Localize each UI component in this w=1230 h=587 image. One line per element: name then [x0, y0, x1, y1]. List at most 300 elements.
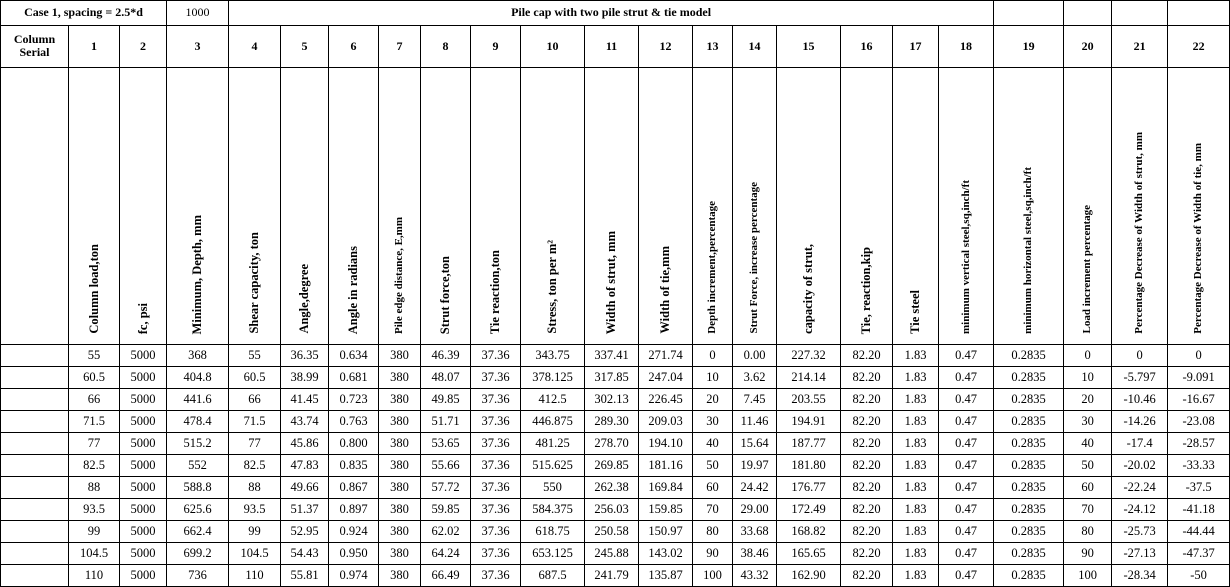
cell: 82.20 [841, 477, 893, 499]
cell: 0.2835 [994, 521, 1064, 543]
cell: 37.36 [471, 543, 521, 565]
cell: 64.24 [421, 543, 471, 565]
cell: 37.36 [471, 345, 521, 367]
cell: 441.6 [167, 389, 229, 411]
cell: 59.85 [421, 499, 471, 521]
cell: 70 [693, 499, 733, 521]
col-num-11: 11 [585, 25, 639, 67]
cell: 209.03 [639, 411, 693, 433]
vhead-label-6: Angle in radians [346, 245, 361, 334]
serial-row [1, 25, 1230, 67]
cell: 47.83 [281, 455, 329, 477]
cell: 93.5 [229, 499, 281, 521]
row-label-7 [1, 477, 69, 499]
cell: -25.73 [1112, 521, 1168, 543]
row-label-9 [1, 521, 69, 543]
col-num-2: 2 [120, 25, 167, 67]
cell: 90 [1064, 543, 1112, 565]
vhead-label-12: Width of tie,mm [658, 246, 673, 334]
col-num-3: 3 [167, 25, 229, 67]
cell: 0.2835 [994, 367, 1064, 389]
cell: -22.24 [1112, 477, 1168, 499]
cell: 159.85 [639, 499, 693, 521]
col-num-20: 20 [1064, 25, 1112, 67]
cell: 0.924 [329, 521, 379, 543]
cell: 37.36 [471, 367, 521, 389]
vhead-label-18: minimum vertical steel,sq,inch/ft [959, 180, 972, 334]
cell: 214.14 [777, 367, 841, 389]
cell: 262.38 [585, 477, 639, 499]
cell: 0.47 [939, 433, 994, 455]
cell: 618.75 [521, 521, 585, 543]
vhead-label-14: Strut Force, increase percentage [748, 182, 760, 334]
cell: -28.34 [1112, 565, 1168, 587]
cell: 0.47 [939, 411, 994, 433]
cell: 60 [693, 477, 733, 499]
cell: 37.36 [471, 499, 521, 521]
cell: 0.681 [329, 367, 379, 389]
cell: 0.835 [329, 455, 379, 477]
title-blank-3 [1112, 1, 1168, 26]
cell: 37.36 [471, 565, 521, 587]
cell: 50 [1064, 455, 1112, 477]
cell: 30 [693, 411, 733, 433]
cell: 378.125 [521, 367, 585, 389]
cell: 343.75 [521, 345, 585, 367]
cell: 1.83 [893, 411, 939, 433]
vhead-col-14 [733, 68, 777, 345]
cell: 0.974 [329, 565, 379, 587]
cell: 241.79 [585, 565, 639, 587]
cell: -44.44 [1168, 521, 1230, 543]
cell: 5000 [120, 565, 167, 587]
cell: 0 [1168, 345, 1230, 367]
cell: 0.47 [939, 367, 994, 389]
cell: 404.8 [167, 367, 229, 389]
cell: -28.57 [1168, 433, 1230, 455]
vhead-col-15 [777, 68, 841, 345]
col-num-14: 14 [733, 25, 777, 67]
row-label-3 [1, 389, 69, 411]
cell: 584.375 [521, 499, 585, 521]
col-num-12: 12 [639, 25, 693, 67]
vhead-col-13 [693, 68, 733, 345]
cell: -16.67 [1168, 389, 1230, 411]
cell: 40 [1064, 433, 1112, 455]
cell: 278.70 [585, 433, 639, 455]
cell: 50 [693, 455, 733, 477]
cell: 269.85 [585, 455, 639, 477]
cell: 203.55 [777, 389, 841, 411]
cell: 478.4 [167, 411, 229, 433]
vhead-col-9 [471, 68, 521, 345]
table-row [1, 565, 1230, 587]
cell: 60.5 [69, 367, 120, 389]
table-title: Pile cap with two pile strut & tie model [229, 1, 994, 26]
table-row [1, 499, 1230, 521]
cell: 168.82 [777, 521, 841, 543]
cell: -20.02 [1112, 455, 1168, 477]
vhead-col-11 [585, 68, 639, 345]
col-num-19: 19 [994, 25, 1064, 67]
title-blank-2 [1064, 1, 1112, 26]
cell: 29.00 [733, 499, 777, 521]
cell: 245.88 [585, 543, 639, 565]
cell: 0.2835 [994, 455, 1064, 477]
cell: 104.5 [69, 543, 120, 565]
cell: 302.13 [585, 389, 639, 411]
row-label-10 [1, 543, 69, 565]
cell: 176.77 [777, 477, 841, 499]
col-num-13: 13 [693, 25, 733, 67]
col-num-4: 4 [229, 25, 281, 67]
cell: 10 [1064, 367, 1112, 389]
cell: 77 [229, 433, 281, 455]
cell: 82.20 [841, 345, 893, 367]
cell: 226.45 [639, 389, 693, 411]
cell: 82.20 [841, 499, 893, 521]
cell: 0 [693, 345, 733, 367]
col-num-8: 8 [421, 25, 471, 67]
cell: 662.4 [167, 521, 229, 543]
cell: 110 [69, 565, 120, 587]
cell: 0.2835 [994, 345, 1064, 367]
cell: 40 [693, 433, 733, 455]
fc-value: 1000 [167, 1, 229, 26]
cell: 24.42 [733, 477, 777, 499]
cell: 1.83 [893, 521, 939, 543]
vhead-col-21 [1112, 68, 1168, 345]
cell: 5000 [120, 433, 167, 455]
row-label-5 [1, 433, 69, 455]
cell: 380 [379, 543, 421, 565]
cell: 77 [69, 433, 120, 455]
vhead-label-22: Percentage Decrease of Width of tie, mm [1192, 143, 1205, 334]
vhead-label-16: Tie, reaction,kip [859, 246, 874, 334]
col-num-6: 6 [329, 25, 379, 67]
cell: 49.66 [281, 477, 329, 499]
cell: 37.36 [471, 477, 521, 499]
cell: 5000 [120, 367, 167, 389]
vhead-col-19 [994, 68, 1064, 345]
cell: 37.36 [471, 389, 521, 411]
cell: 37.36 [471, 411, 521, 433]
cell: 1.83 [893, 477, 939, 499]
cell: 104.5 [229, 543, 281, 565]
cell: 100 [693, 565, 733, 587]
cell: 380 [379, 411, 421, 433]
cell: 93.5 [69, 499, 120, 521]
title-row [1, 1, 1230, 26]
column-serial-header [1, 25, 69, 67]
cell: 90 [693, 543, 733, 565]
cell: 588.8 [167, 477, 229, 499]
col-num-5: 5 [281, 25, 329, 67]
cell: -37.5 [1168, 477, 1230, 499]
cell: 380 [379, 565, 421, 587]
vhead-blank [1, 68, 69, 345]
vhead-label-9: Tie reaction,ton [488, 249, 503, 334]
cell: 55 [229, 345, 281, 367]
vhead-label-13: Depth increment,percentage [706, 201, 718, 334]
column-serial-line1: Column [13, 32, 56, 47]
cell: 380 [379, 477, 421, 499]
cell: 1.83 [893, 345, 939, 367]
cell: 181.16 [639, 455, 693, 477]
cell: 43.32 [733, 565, 777, 587]
cell: 99 [229, 521, 281, 543]
cell: 80 [1064, 521, 1112, 543]
vhead-col-17 [893, 68, 939, 345]
cell: 110 [229, 565, 281, 587]
cell: 0.723 [329, 389, 379, 411]
cell: -14.26 [1112, 411, 1168, 433]
cell: 0 [1112, 345, 1168, 367]
vhead-label-8: Strut force,ton [438, 255, 453, 334]
cell: -47.37 [1168, 543, 1230, 565]
vhead-label-17: Tie steel [908, 290, 923, 334]
col-num-17: 17 [893, 25, 939, 67]
cell: 653.125 [521, 543, 585, 565]
cell: 55.81 [281, 565, 329, 587]
vhead-label-10: Stress, ton per m² [545, 240, 560, 334]
cell: 52.95 [281, 521, 329, 543]
cell: 20 [1064, 389, 1112, 411]
vhead-col-7 [379, 68, 421, 345]
cell: 736 [167, 565, 229, 587]
cell: 0.00 [733, 345, 777, 367]
title-blank-4 [1168, 1, 1230, 26]
cell: 0.47 [939, 345, 994, 367]
vhead-label-21: Percentage Decrease of Width of strut, mm [1133, 132, 1146, 334]
column-serial-line2: Serial [19, 45, 50, 60]
cell: 0.897 [329, 499, 379, 521]
cell: 0.2835 [994, 499, 1064, 521]
cell: 0.634 [329, 345, 379, 367]
vhead-label-3: Minimum, Depth, mm [190, 214, 205, 334]
cell: -24.12 [1112, 499, 1168, 521]
vhead-col-8 [421, 68, 471, 345]
table-row [1, 477, 1230, 499]
cell: 7.45 [733, 389, 777, 411]
col-num-18: 18 [939, 25, 994, 67]
cell: 88 [229, 477, 281, 499]
cell: 45.86 [281, 433, 329, 455]
cell: 5000 [120, 477, 167, 499]
cell: 19.97 [733, 455, 777, 477]
col-num-22: 22 [1168, 25, 1230, 67]
cell: 194.91 [777, 411, 841, 433]
cell: 5000 [120, 411, 167, 433]
vhead-col-10 [521, 68, 585, 345]
cell: 515.2 [167, 433, 229, 455]
cell: 82.20 [841, 367, 893, 389]
cell: 337.41 [585, 345, 639, 367]
cell: 82.20 [841, 433, 893, 455]
cell: 66 [69, 389, 120, 411]
cell: 38.46 [733, 543, 777, 565]
cell: 165.65 [777, 543, 841, 565]
vhead-col-6 [329, 68, 379, 345]
cell: 5000 [120, 345, 167, 367]
cell: 70 [1064, 499, 1112, 521]
table-row [1, 455, 1230, 477]
cell: 82.20 [841, 411, 893, 433]
vhead-col-2 [120, 68, 167, 345]
cell: 37.36 [471, 455, 521, 477]
cell: 82.20 [841, 389, 893, 411]
cell: 0.2835 [994, 477, 1064, 499]
cell: -10.46 [1112, 389, 1168, 411]
cell: 10 [693, 367, 733, 389]
cell: 1.83 [893, 389, 939, 411]
vertical-header-row [1, 68, 1230, 345]
cell: 62.02 [421, 521, 471, 543]
cell: 82.20 [841, 521, 893, 543]
cell: 1.83 [893, 367, 939, 389]
cell: 0.47 [939, 565, 994, 587]
vhead-col-22 [1168, 68, 1230, 345]
vhead-label-5: Angle,degree [297, 264, 312, 334]
cell: 687.5 [521, 565, 585, 587]
cell: 625.6 [167, 499, 229, 521]
cell: 5000 [120, 389, 167, 411]
cell: 36.35 [281, 345, 329, 367]
cell: 1.83 [893, 433, 939, 455]
cell: 46.39 [421, 345, 471, 367]
cell: 0.2835 [994, 543, 1064, 565]
cell: 20 [693, 389, 733, 411]
cell: 0.950 [329, 543, 379, 565]
cell: 49.85 [421, 389, 471, 411]
cell: 5000 [120, 455, 167, 477]
cell: 0.2835 [994, 433, 1064, 455]
vhead-col-12 [639, 68, 693, 345]
cell: 172.49 [777, 499, 841, 521]
cell: 481.25 [521, 433, 585, 455]
cell: 0.47 [939, 543, 994, 565]
cell: 289.30 [585, 411, 639, 433]
cell: 380 [379, 345, 421, 367]
vhead-col-5 [281, 68, 329, 345]
cell: 5000 [120, 543, 167, 565]
cell: 41.45 [281, 389, 329, 411]
cell: 60 [1064, 477, 1112, 499]
cell: 227.32 [777, 345, 841, 367]
cell: 37.36 [471, 521, 521, 543]
cell: 1.83 [893, 543, 939, 565]
cell: 380 [379, 455, 421, 477]
cell: 0.47 [939, 455, 994, 477]
vhead-label-1: Column load,ton [86, 244, 101, 334]
cell: 250.58 [585, 521, 639, 543]
cell: 15.64 [733, 433, 777, 455]
col-num-21: 21 [1112, 25, 1168, 67]
cell: 550 [521, 477, 585, 499]
cell: 38.99 [281, 367, 329, 389]
cell: 48.07 [421, 367, 471, 389]
cell: 71.5 [229, 411, 281, 433]
vhead-col-20 [1064, 68, 1112, 345]
vhead-col-4 [229, 68, 281, 345]
cell: 169.84 [639, 477, 693, 499]
cell: 11.46 [733, 411, 777, 433]
cell: -5.797 [1112, 367, 1168, 389]
col-num-10: 10 [521, 25, 585, 67]
table-row [1, 433, 1230, 455]
cell: 0.2835 [994, 411, 1064, 433]
cell: 380 [379, 433, 421, 455]
cell: 51.71 [421, 411, 471, 433]
cell: 30 [1064, 411, 1112, 433]
cell: 1.83 [893, 455, 939, 477]
vhead-label-4: Shear capacity, ton [247, 232, 262, 334]
cell: 37.36 [471, 433, 521, 455]
cell: 100 [1064, 565, 1112, 587]
cell: 51.37 [281, 499, 329, 521]
cell: 0.47 [939, 499, 994, 521]
cell: 0 [1064, 345, 1112, 367]
cell: 162.90 [777, 565, 841, 587]
cell: 187.77 [777, 433, 841, 455]
col-num-15: 15 [777, 25, 841, 67]
cell: 43.74 [281, 411, 329, 433]
cell: 135.87 [639, 565, 693, 587]
vhead-label-2: fc, psi [135, 302, 150, 334]
cell: 515.625 [521, 455, 585, 477]
cell: 66 [229, 389, 281, 411]
vhead-label-7: Pile edge distance, E,mm [393, 216, 405, 334]
cell: 0.2835 [994, 565, 1064, 587]
cell: 60.5 [229, 367, 281, 389]
cell: -50 [1168, 565, 1230, 587]
cell: 380 [379, 521, 421, 543]
vhead-label-11: Width of strut, mm [604, 230, 619, 334]
cell: 82.5 [69, 455, 120, 477]
cell: 55 [69, 345, 120, 367]
vhead-label-19: minimum horizontal steel,sq,inch/ft [1022, 167, 1035, 334]
case-label: Case 1, spacing = 2.5*d [1, 1, 167, 26]
table-row [1, 521, 1230, 543]
cell: 317.85 [585, 367, 639, 389]
cell: 80 [693, 521, 733, 543]
cell: 82.5 [229, 455, 281, 477]
cell: 0.47 [939, 389, 994, 411]
table-row [1, 543, 1230, 565]
cell: 55.66 [421, 455, 471, 477]
row-label-11 [1, 565, 69, 587]
vhead-label-15: capacity of strut, [801, 244, 816, 334]
row-label-8 [1, 499, 69, 521]
cell: 5000 [120, 499, 167, 521]
row-label-6 [1, 455, 69, 477]
col-num-16: 16 [841, 25, 893, 67]
cell: 54.43 [281, 543, 329, 565]
cell: 88 [69, 477, 120, 499]
vhead-label-20: Load increment percentage [1081, 205, 1094, 334]
cell: -41.18 [1168, 499, 1230, 521]
cell: 271.74 [639, 345, 693, 367]
cell: 0.2835 [994, 389, 1064, 411]
cell: 194.10 [639, 433, 693, 455]
cell: 1.83 [893, 499, 939, 521]
table-row [1, 389, 1230, 411]
cell: 446.875 [521, 411, 585, 433]
row-label-1 [1, 345, 69, 367]
cell: -9.091 [1168, 367, 1230, 389]
cell: -23.08 [1168, 411, 1230, 433]
cell: -17.4 [1112, 433, 1168, 455]
